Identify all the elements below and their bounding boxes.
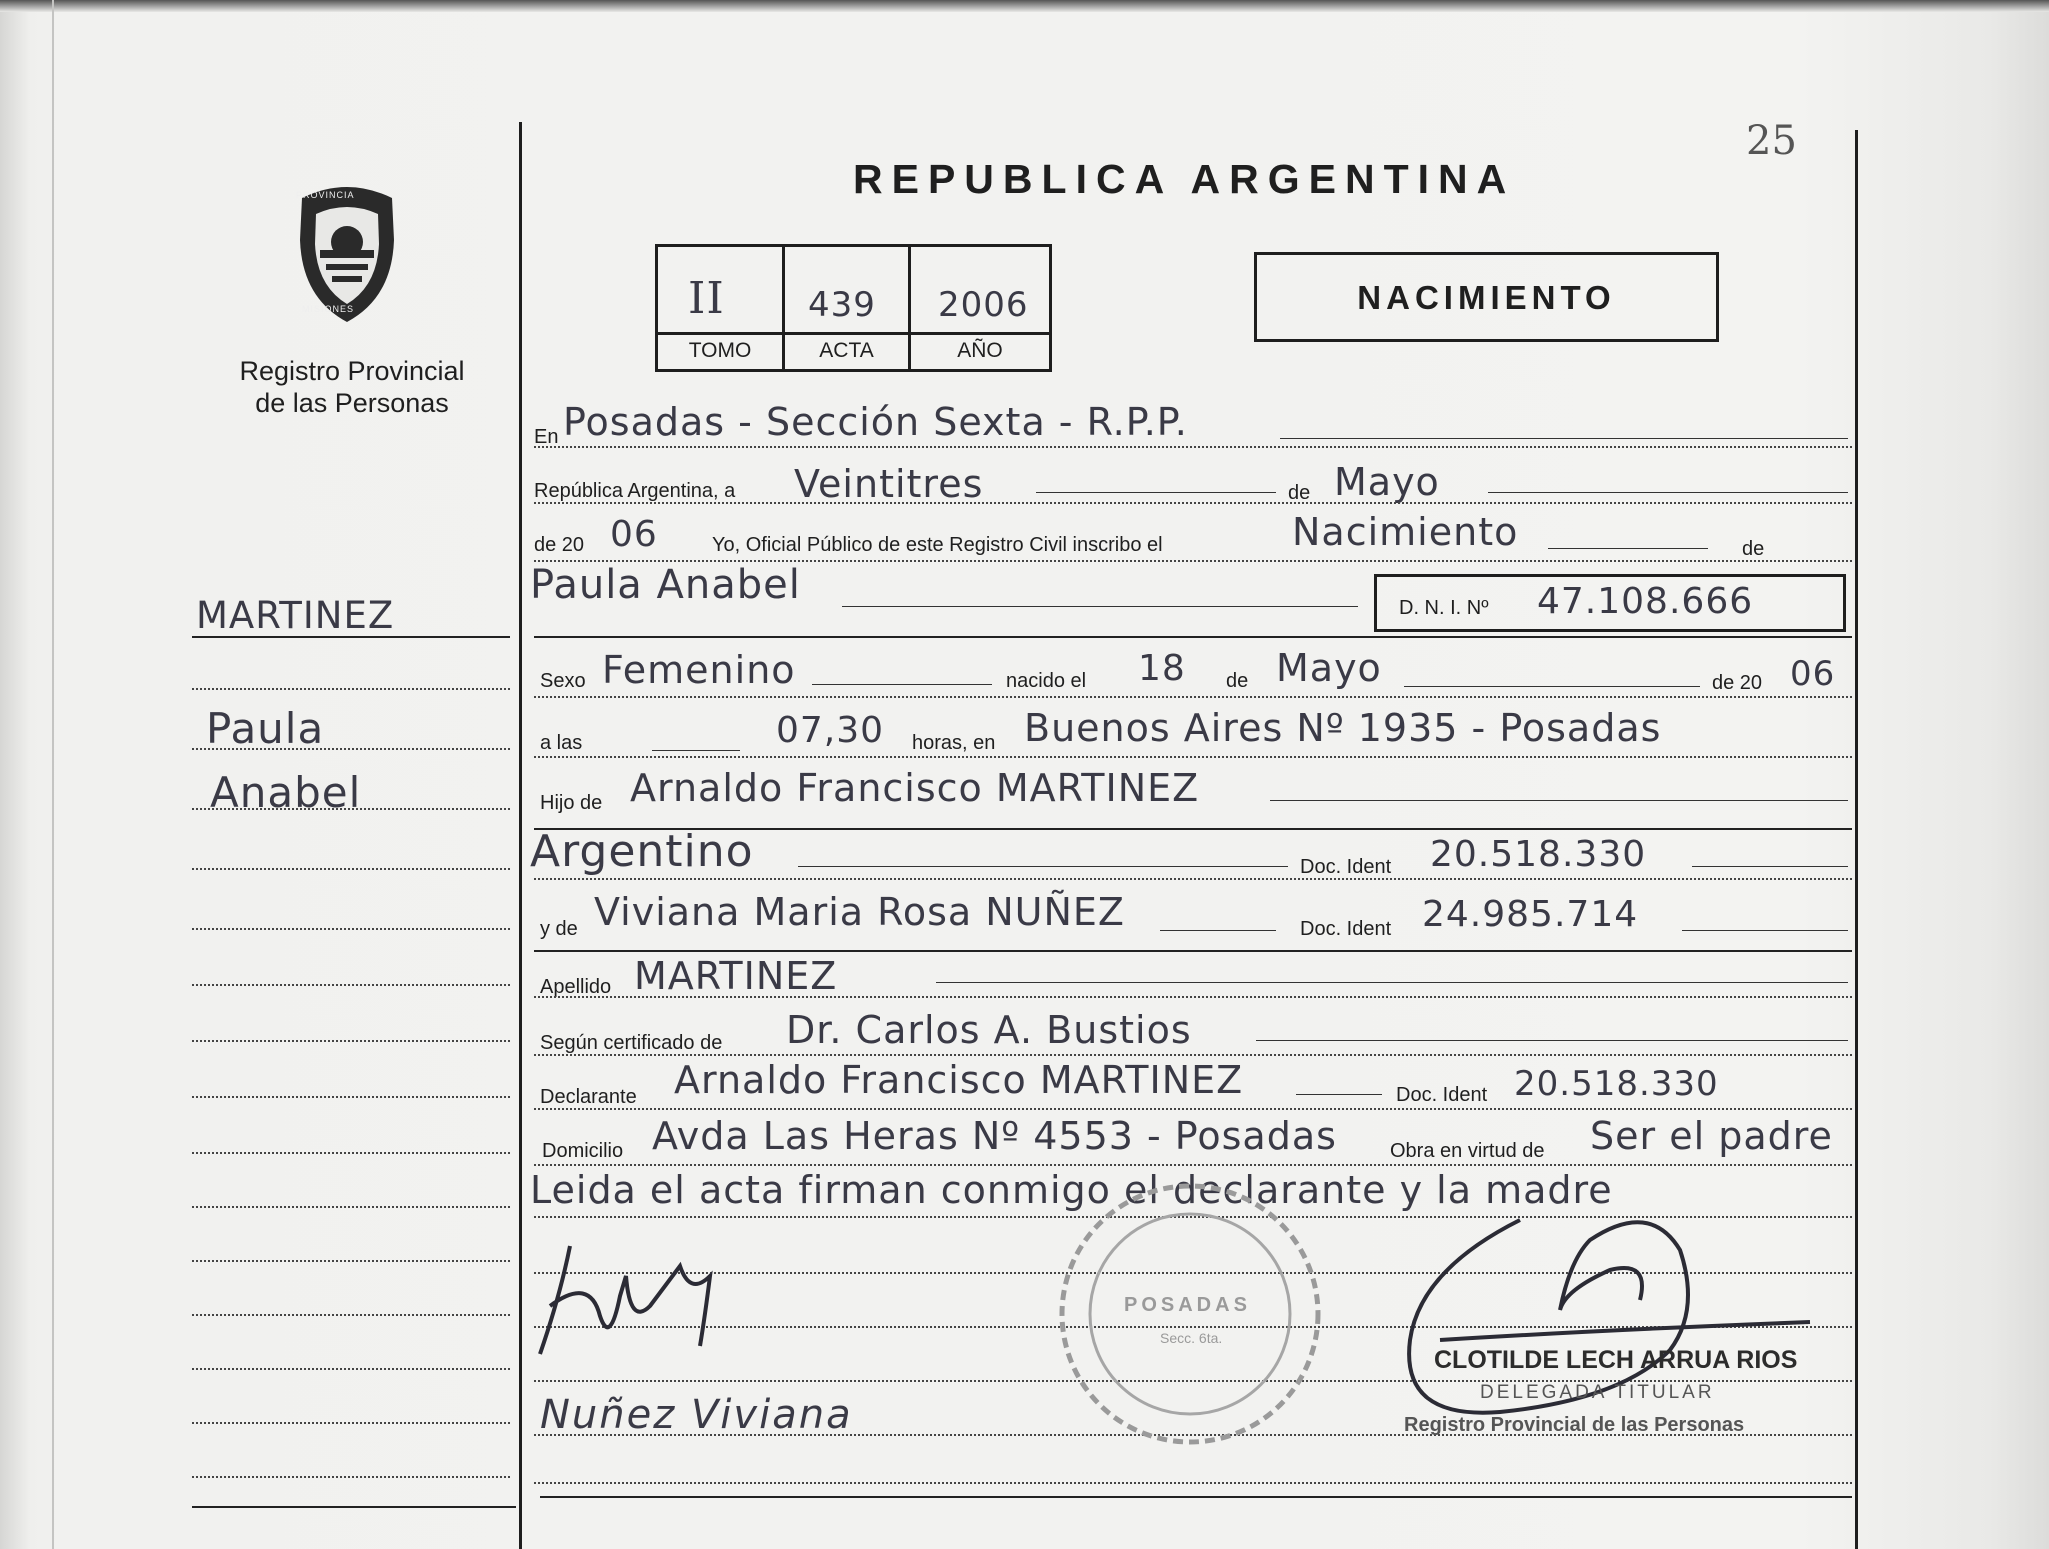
label-de: de — [1288, 482, 1311, 504]
left-column-rule — [519, 122, 522, 1549]
margin-surname: MARTINEZ — [196, 594, 395, 637]
label-en: En — [534, 426, 559, 448]
value-nacionalidad: Argentino — [530, 826, 754, 877]
anio-label: AÑO — [957, 339, 1003, 362]
value-madre: Viviana Maria Rosa NUÑEZ — [594, 890, 1125, 934]
acta-label: ACTA — [819, 339, 874, 362]
value-sexo: Femenino — [602, 648, 796, 692]
margin-given-1: Paula — [206, 704, 325, 753]
value-leida: Leida el acta firman conmigo el declarante y la madre — [530, 1168, 1613, 1212]
record-number-box — [655, 244, 1052, 372]
margin-given-2: Anabel — [210, 768, 362, 817]
mother-signature: Nuñez Viviana — [540, 1392, 853, 1438]
label-doc-ident-1: Doc. Ident — [1300, 856, 1392, 878]
tomo-label: TOMO — [688, 339, 752, 362]
value-certificado: Dr. Carlos A. Bustios — [786, 1008, 1192, 1052]
record-type: NACIMIENTO — [1357, 279, 1616, 316]
value-mes-nac: Mayo — [1276, 646, 1382, 690]
acta-value: 439 — [808, 285, 876, 325]
label-a-las: a las — [540, 732, 583, 754]
label-segun: Según certificado de — [540, 1032, 723, 1054]
label-republica: República Argentina, a — [534, 480, 736, 502]
label-y-de: y de — [540, 918, 578, 940]
seal-text-bottom: MISIONES — [302, 304, 355, 314]
label-declarante: Declarante — [540, 1086, 637, 1108]
registry-name-line2: de las Personas — [255, 388, 449, 418]
value-domicilio: Avda Las Heras Nº 4553 - Posadas — [652, 1114, 1337, 1158]
page-number: 25 — [1746, 118, 1797, 164]
value-lugar: Posadas - Sección Sexta - R.P.P. — [563, 400, 1188, 444]
value-anio-corto: 06 — [610, 514, 658, 555]
label-yo-oficial: Yo, Oficial Público de este Registro Civil inscribo el — [712, 534, 1163, 556]
registry-name-line1: Registro Provincial — [239, 356, 465, 386]
label-doc-ident-3: Doc. Ident — [1396, 1084, 1488, 1106]
right-border-rule — [1855, 130, 1858, 1549]
value-dia-nac: 18 — [1138, 648, 1186, 689]
label-domicilio: Domicilio — [542, 1140, 624, 1162]
label-obra: Obra en virtud de — [1390, 1140, 1545, 1162]
label-dni: D. N. I. Nº — [1399, 597, 1489, 619]
label-sexo: Sexo — [540, 670, 586, 692]
dni-box — [1374, 574, 1846, 632]
round-stamp-sub: Secc. 6ta. — [1160, 1330, 1223, 1346]
official-name: CLOTILDE LECH ARRUA RIOS — [1434, 1346, 1798, 1374]
binding-gutter — [52, 0, 54, 1549]
document-title: REPUBLICA ARGENTINA — [853, 156, 1516, 202]
value-padre: Arnaldo Francisco MARTINEZ — [630, 766, 1200, 810]
label-hijo-de: Hijo de — [540, 792, 603, 814]
record-type-box — [1254, 252, 1719, 342]
label-de-end: de — [1742, 538, 1765, 560]
value-anio-nac: 06 — [1790, 654, 1836, 694]
label-nacido-el: nacido el — [1006, 670, 1087, 692]
label-de2: de — [1226, 670, 1249, 692]
declarant-signature-icon — [530, 1236, 750, 1366]
tomo-value: II — [688, 273, 725, 324]
official-title: DELEGADA TITULAR — [1480, 1382, 1715, 1403]
page-top-edge — [0, 0, 2049, 12]
official-office: Registro Provincial de las Personas — [1404, 1414, 1745, 1436]
anio-value: 2006 — [938, 285, 1029, 325]
label-doc-ident-2: Doc. Ident — [1300, 918, 1392, 940]
value-inscripcion: Nacimiento — [1292, 510, 1519, 554]
label-apellido: Apellido — [540, 976, 612, 998]
label-de-20: de 20 — [534, 534, 585, 556]
value-doc-padre: 20.518.330 — [1430, 834, 1647, 875]
value-obra: Ser el padre — [1590, 1114, 1833, 1158]
value-dni: 47.108.666 — [1537, 581, 1754, 622]
value-hora: 07,30 — [776, 710, 885, 751]
value-declarante: Arnaldo Francisco MARTINEZ — [674, 1058, 1244, 1102]
value-doc-declarante: 20.518.330 — [1514, 1064, 1719, 1104]
value-doc-madre: 24.985.714 — [1422, 894, 1639, 935]
label-de-20b: de 20 — [1712, 672, 1763, 694]
value-mes: Mayo — [1334, 460, 1440, 504]
seal-text-top: PROVINCIA — [296, 190, 355, 200]
value-apellido: MARTINEZ — [634, 954, 838, 998]
label-horas-en: horas, en — [912, 732, 996, 754]
value-dia-texto: Veintitres — [794, 462, 984, 506]
round-stamp-text: POSADAS — [1124, 1294, 1251, 1316]
value-lugar-nac: Buenos Aires Nº 1935 - Posadas — [1024, 706, 1662, 750]
value-nombre: Paula Anabel — [530, 562, 801, 608]
